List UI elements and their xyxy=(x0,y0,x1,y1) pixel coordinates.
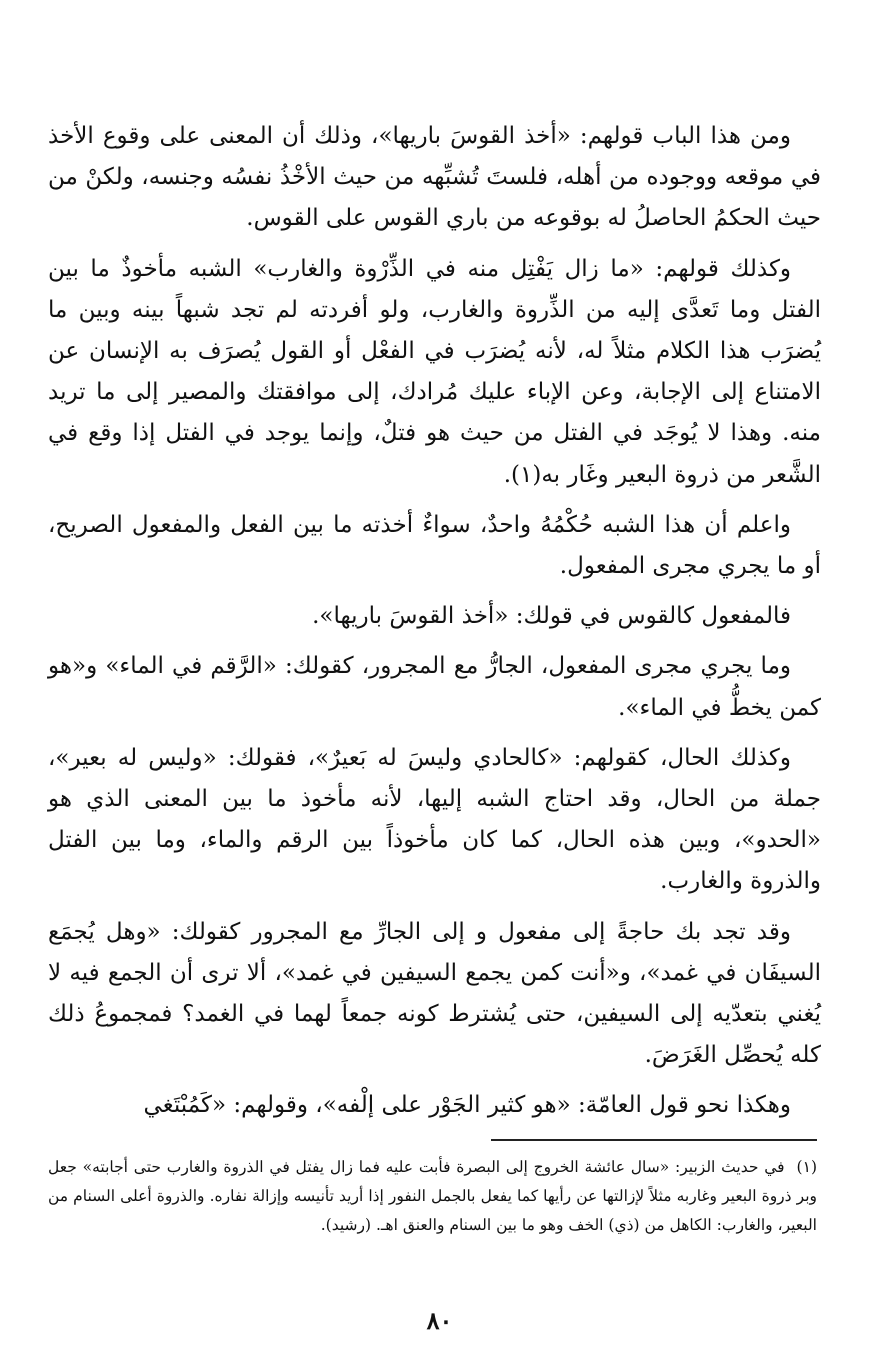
paragraph-4: فالمفعول كالقوس في قولك: «أخذ القوسَ باريها». xyxy=(312,603,791,630)
paragraph-7: وقد تجد بك حاجةً إلى مفعول و إلى الجارِّ مع المجرور كقولك: «وهل يُجمَع السيفَان في غمد»، و«أنت كمن يجمع السيفين في غمد»، ألا ترى أن الجمع فيه لا يُغني بتعدّيه إلى السيفين، حتى يُشترط كونه جمعاً لهما في الغمد؟ فمجموعُ ذلك كله يُحصِّل الغَرَضَ. xyxy=(48,918,821,1069)
footnotes xyxy=(48,1153,817,1240)
page-number: ٨٠ xyxy=(426,1306,453,1335)
paragraph-1: ومن هذا الباب قولهم: «أخذ القوسَ باريها»، وذلك أن المعنى على وقوع الأخذ في موقعه ووجوده من أهله، فلستَ تُشبِّهه من حيث الأخْذُ نفسُه وجنسه، ولكنْ من حيث الحكمُ الحاصلُ له بوقوعه من باري القوس على القوس. xyxy=(48,123,821,232)
main-text xyxy=(48,116,821,1127)
footnote-marker: (١) xyxy=(796,1158,817,1176)
paragraph-8: وهكذا نحو قول العامّة: «هو كثير الجَوْر على إلْفه»، وقولهم: «كَمُبْتَغي xyxy=(143,1092,791,1119)
paragraph-2: وكذلك قولهم: «ما زال يَفْتِل منه في الذِّرْوة والغارب» الشبه مأخوذٌ ما بين الفتل وما تَعدَّى إليه من الذِّروة والغارب، ولو أفردته لم تجد شبهاً بينه وبين ما يُضرَب هذا الكلام مثلاً له، لأنه يُضرَب في الفعْل أو القول يُصرَف به الإنسان عن الامتناع إلى الإجابة، وعن الإباء عليك مُرادك، إلى موافقتك والمصير إلى ما تريد منه. وهذا لا يُوجَد في الفتل من حيث هو فتلٌ، وإنما يوجد في الفتل إذا وقع في الشَّعر من ذروة البعير وغَار به(١). xyxy=(48,255,821,488)
paragraph-5: وما يجري مجرى المفعول، الجارُّ مع المجرور، كقولك: «الرَّقم في الماء» و«هو كمن يخطُّ في الماء». xyxy=(48,653,821,721)
footnote-divider xyxy=(491,1139,817,1141)
paragraph-3: واعلم أن هذا الشبه حُكْمُهُ واحدٌ، سواءٌ أخذته ما بين الفعل والمفعول الصريح، أو ما يجري مجرى المفعول. xyxy=(48,511,821,580)
footnote-1 xyxy=(48,1153,817,1240)
paragraph-6: وكذلك الحال، كقولهم: «كالحادي وليسَ له بَعيرٌ»، فقولك: «وليس له بعير»، جملة من الحال، وقد احتاج الشبه إليها، لأنه مأخوذ ما بين المعنى الذي هو «الحدو»، وبين هذه الحال، كما كان مأخوذاً بين الرقم والماء، وما بين الفتل والذروة والغارب. xyxy=(48,744,821,895)
footnote-text: في حديث الزبير: «سال عائشة الخروج إلى البصرة فأبت عليه فما زال يفتل في الذروة والغارب حتى أجابته» جعل وبر ذروة البعير وغاربه مثلاً لإزالتها عن رأيها كما يفعل بالجمل النفور إذا أريد تأنيسه وإزالة نفاره. والذروة أعلى السنام من البعير، والغارب: الكاهل من (ذي) الخف وهو ما بين السنام والعنق اهـ. (رشيد). xyxy=(48,1158,817,1234)
